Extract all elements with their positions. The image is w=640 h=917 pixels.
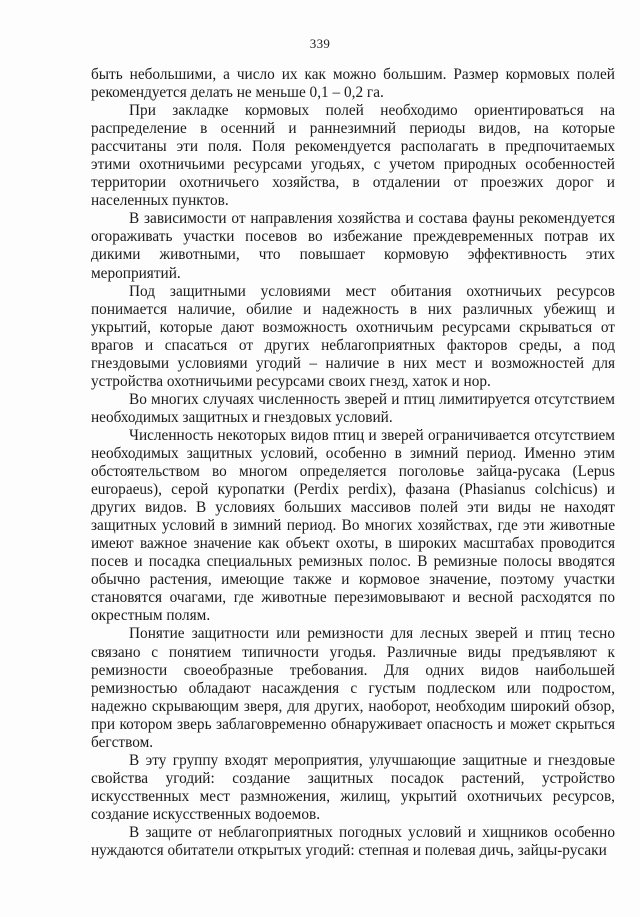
paragraph: быть небольшими, а число их как можно большим. Размер кормовых полей рекомендуется делать не меньше 0,1 – 0,2 га. bbox=[91, 66, 615, 102]
page-number: 339 bbox=[309, 36, 331, 51]
paragraph: В защите от неблагоприятных погодных условий и хищников особенно нуждаются обитатели открытых угодий: степная и полевая дичь, зайцы-русаки bbox=[91, 823, 615, 860]
paragraph: В эту группу входят мероприятия, улучшающие защитные и гнездовые свойства угодий: создание защитных посадок растений, устройство искусственных мест размножения, жилищ, укрытий охотничьих ресурсов, создание искусственных водоемов. bbox=[91, 751, 615, 823]
paragraph: Понятие защитности или ремизности для лесных зверей и птиц тесно связано с понятием типичности угодья. Различные виды предъявляют к ремизности своеобразные требования. Для одних видов наибольшей ремизностью обладают насаждения с густым подлеском или подростом, надежно скрывающим зверя, для других, наоборот, необходим широкий обзор, при котором зверь заблаговременно обнаруживает опасность и может скрыться бегством. bbox=[91, 625, 615, 751]
paragraph: Во многих случаях численность зверей и птиц лимитируется отсутствием необходимых защитных и гнездовых условий. bbox=[91, 390, 615, 426]
paragraph: В зависимости от направления хозяйства и состава фауны рекомендуется огораживать участки посевов во избежание преждевременных потрав их дикими животными, что повышает кормовую эффективность этих мероприятий. bbox=[91, 210, 615, 282]
document-body bbox=[91, 66, 615, 860]
paragraph: Численность некоторых видов птиц и зверей ограничивается отсутствием необходимых защитных условий, особенно в зимний период. Именно этим обстоятельством во многом определяется поголовье зайца-русака (Lepus europaeus), серой куропатки (Perdix perdix), фазана (Phasianus colchicus) и других видов. В условиях больших массивов полей эти виды не находят защитных условий в зимний период. Во многих хозяйствах, где эти животные имеют важное значение как объект охоты, в широких масштабах проводится посев и посадка специальных ремизных полос. В ремизные полосы вводятся обычно растения, имеющие также и кормовое значение, поэтому участки становятся очагами, где животные перезимовывают и весной расходятся по окрестным полям. bbox=[91, 426, 615, 625]
paragraph: При закладке кормовых полей необходимо ориентироваться на распределение в осенний и раннезимний периоды видов, на которые рассчитаны эти поля. Поля рекомендуется располагать в предпочитаемых этими охотничьими ресурсами угодьях, с учетом природных особенностей территории охотничьего хозяйства, в отдалении от проезжих дорог и населенных пунктов. bbox=[91, 102, 615, 210]
paragraph: Под защитными условиями мест обитания охотничьих ресурсов понимается наличие, обилие и надежность в них различных убежищ и укрытий, которые дают возможность охотничьим ресурсами скрываться от врагов и спасаться от других неблагоприятных факторов среды, а под гнездовыми условиями угодий – наличие в них мест и возможностей для устройства охотничьими ресурсами своих гнезд, хаток и нор. bbox=[91, 282, 615, 390]
